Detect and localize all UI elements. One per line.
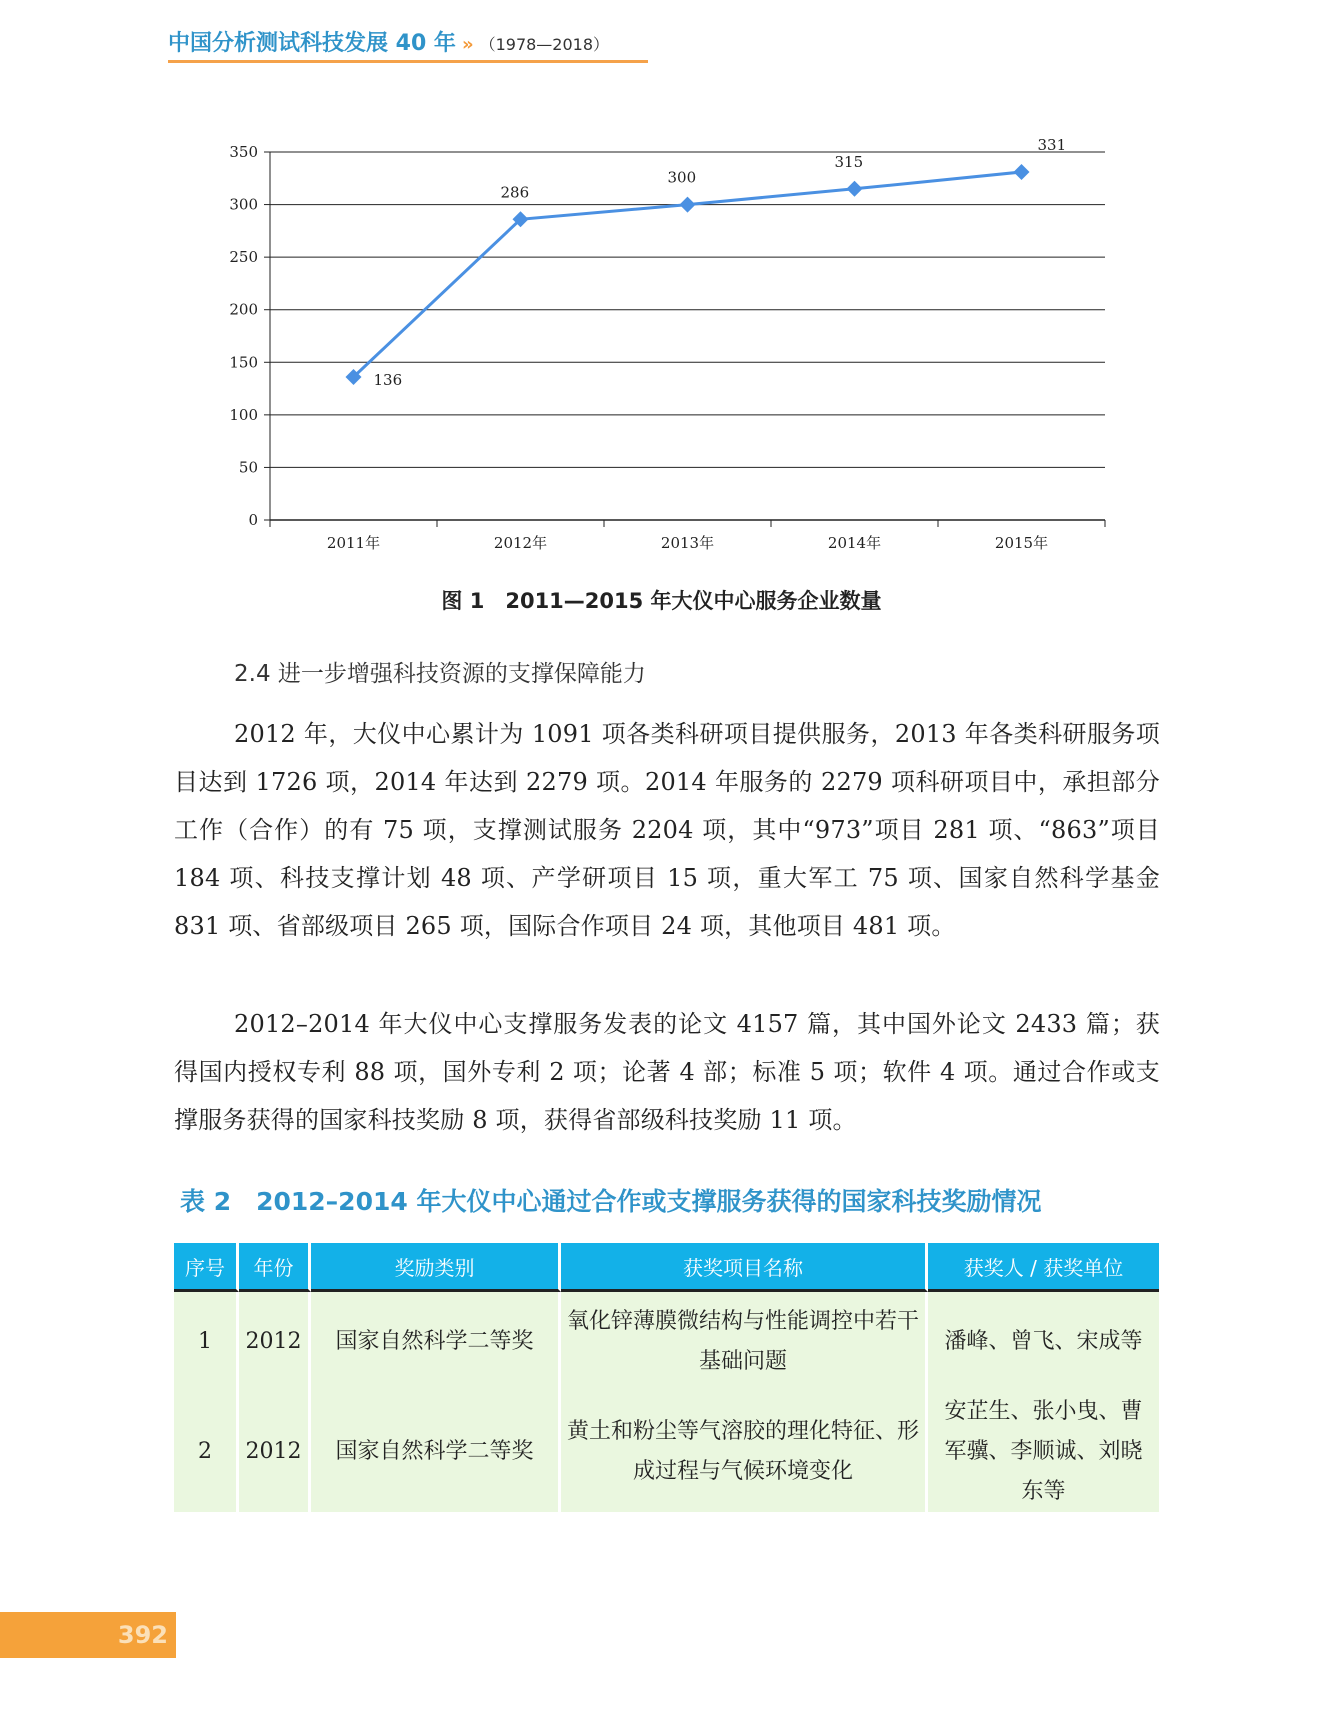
x-tick-label: 2011年 bbox=[326, 534, 381, 552]
y-tick-label: 50 bbox=[238, 458, 258, 477]
cell-year: 2012 bbox=[239, 1292, 311, 1392]
data-label: 315 bbox=[834, 152, 864, 171]
x-tick-label: 2014年 bbox=[827, 534, 882, 552]
x-tick-label: 2012年 bbox=[493, 534, 548, 552]
cell-winners: 潘峰、曾飞、宋成等 bbox=[928, 1292, 1159, 1392]
data-point bbox=[847, 181, 863, 197]
y-tick-label: 200 bbox=[229, 300, 258, 319]
data-label: 331 bbox=[1037, 135, 1067, 154]
cell-winners: 安芷生、张小曳、曹军骥、李顺诚、刘晓东等 bbox=[928, 1392, 1159, 1512]
book-years: （1978—2018） bbox=[479, 35, 610, 54]
table-title: 表 2 2012–2014 年大仪中心通过合作或支撑服务获得的国家科技奖励情况 bbox=[180, 1187, 1042, 1216]
x-tick-label: 2015年 bbox=[994, 534, 1049, 552]
data-label: 300 bbox=[667, 168, 697, 187]
cell-index: 2 bbox=[174, 1392, 239, 1512]
awards-table bbox=[174, 1243, 1159, 1512]
paragraph-1: 2012 年，大仪中心累计为 1091 项各类科研项目提供服务，2013 年各类科研服务项目达到 1726 项，2014 年达到 2279 项。2014 年服务的 2279 项科研项目中，承担部分工作（合作）的有 75 项，支撑测试服务 2204 项，其中“973”项目 281 项、“863”项目 184 项、科技支撑计划 48 项、产学研项目 15 项，重大军工 75 项、国家自然科学基金 831 项、省部级项目 265 项，国际合作项目 24 项，其他项目 481 项。 bbox=[174, 720, 1160, 940]
y-tick-label: 250 bbox=[229, 248, 258, 267]
cell-index: 1 bbox=[174, 1292, 239, 1392]
table-row bbox=[174, 1292, 1159, 1392]
data-label: 136 bbox=[373, 371, 403, 390]
y-tick-label: 300 bbox=[229, 195, 258, 214]
y-tick-label: 100 bbox=[229, 405, 258, 424]
cell-year: 2012 bbox=[239, 1392, 311, 1512]
cell-project-name: 氧化锌薄膜微结构与性能调控中若干基础问题 bbox=[561, 1292, 928, 1392]
paragraph-2: 2012–2014 年大仪中心支撑服务发表的论文 4157 篇，其中国外论文 2433 篇；获得国内授权专利 88 项，国外专利 2 项；论著 4 部；标准 5 项；软件 4 项。通过合作或支撑服务获得的国家科技奖励 8 项，获得省部级科技奖励 11 项。 bbox=[174, 1010, 1160, 1134]
double-chevron-icon: » bbox=[461, 34, 474, 55]
data-point bbox=[680, 197, 696, 213]
data-point bbox=[1014, 164, 1030, 180]
page-number: 392 bbox=[0, 1612, 176, 1658]
header-year: 年份 bbox=[239, 1243, 311, 1292]
y-tick-label: 0 bbox=[248, 511, 258, 529]
cell-award-type: 国家自然科学二等奖 bbox=[311, 1392, 561, 1512]
section-heading: 2.4 进一步增强科技资源的支撑保障能力 bbox=[234, 661, 646, 687]
y-tick-label: 350 bbox=[229, 143, 258, 161]
table-row bbox=[174, 1392, 1159, 1512]
x-tick-label: 2013年 bbox=[660, 534, 715, 552]
header-award-type: 奖励类别 bbox=[311, 1243, 561, 1292]
header-index: 序号 bbox=[174, 1243, 239, 1292]
header-project-name: 获奖项目名称 bbox=[561, 1243, 928, 1292]
data-label: 286 bbox=[500, 183, 530, 202]
cell-project-name: 黄土和粉尘等气溶胶的理化特征、形成过程与气候环境变化 bbox=[561, 1392, 928, 1512]
y-tick-label: 150 bbox=[229, 353, 258, 372]
service-enterprises-line-chart bbox=[200, 130, 1120, 560]
cell-award-type: 国家自然科学二等奖 bbox=[311, 1292, 561, 1392]
figure-caption: 图 1 2011—2015 年大仪中心服务企业数量 bbox=[441, 589, 882, 613]
running-header bbox=[168, 26, 648, 63]
header-winners: 获奖人 / 获奖单位 bbox=[928, 1243, 1159, 1292]
table-header-row bbox=[174, 1243, 1159, 1292]
book-title: 中国分析测试科技发展 40 年 bbox=[168, 31, 456, 56]
